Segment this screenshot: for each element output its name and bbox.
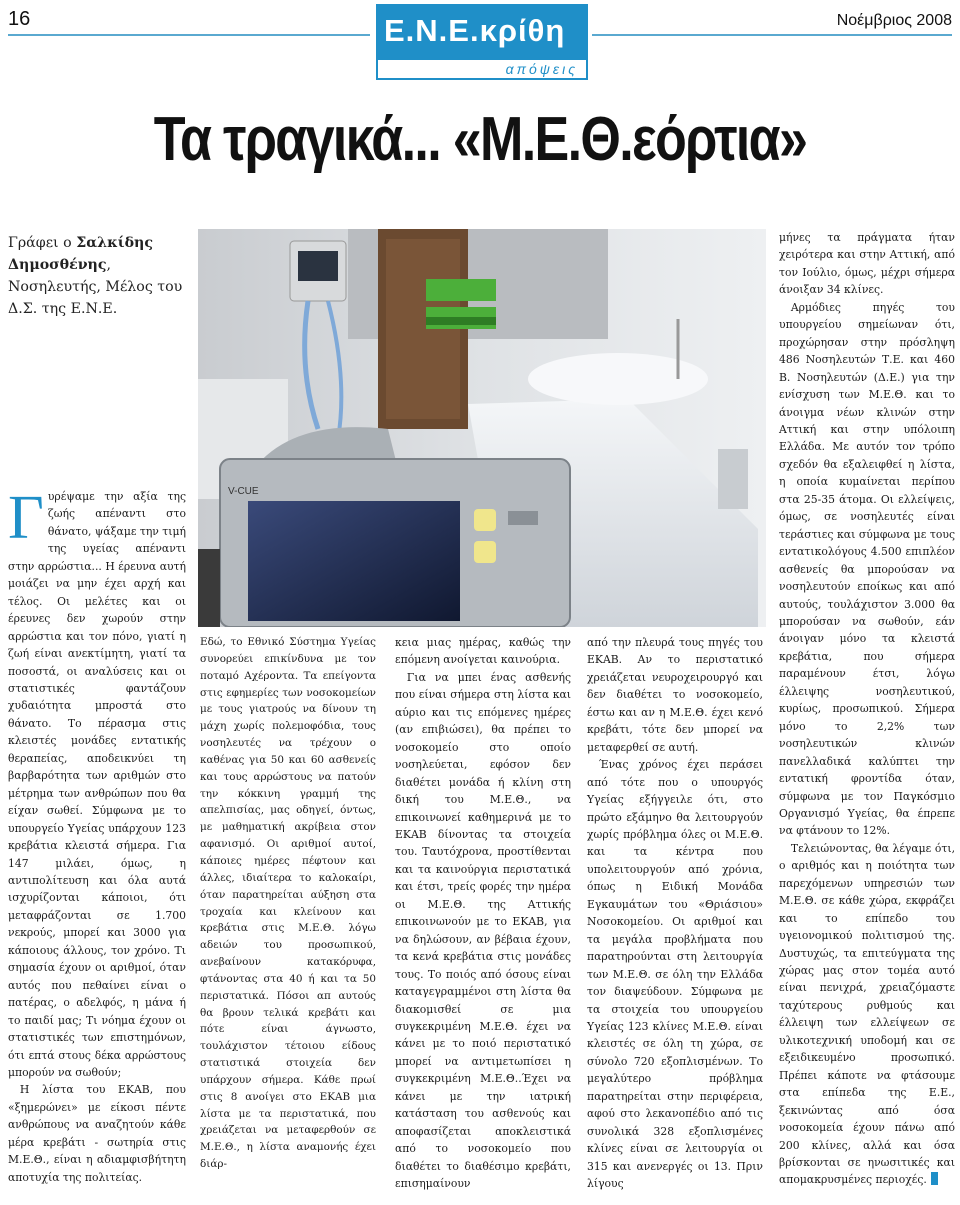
article-column-5 [779,229,955,1189]
article-column-2 [200,634,376,1173]
issue-date: Νοέμβριος 2008 [836,12,952,29]
header-rule-right [592,34,952,36]
end-mark-icon [931,1172,938,1185]
header-rule-left [8,34,370,36]
paragraph: Ένας χρόνος έχει περάσει από τότε που ο υπουργός Υγείας εξήγγειλε ότι, στο πρώτο εξάμηνο θα λειτουργούν χωρίς πρόβλημα όλες οι Μ.Ε.Θ. και τα κέντρα που υπολειτουργούν από χρόνια, όπως η Ειδική Μονάδα Εγκαυμάτων του «Θριάσιου» Νοσοκομείου. Οι αριθμοί και τα μεγάλα προβλήματα που παρατηρούνται στη λειτουργία των Μ.Ε.Θ. σε όλη την Ελλάδα τον διαψεύδουν. Σύμφωνα με τα στοιχεία του υπουργείου Υγείας 123 κλίνες Μ.Ε.Θ. είναι κλειστές σε όλη τη χώρα, σε σύνολο 720 εξοπλισμένων. Το μεγαλύτερο πρόβλημα παρατηρείται στην περιφέρεια, αφού στο λεκανοπέδιο από τις συνολικά 328 εξοπλισμένες κλίνες είναι σε λειτουργία οι 315 και ανενεργές οι 13. Πριν λίγους [587,758,763,1191]
byline-prefix: Γράφει ο [8,235,77,251]
paragraph: Εδώ, το Εθνικό Σύστημα Υγείας συνορεύει επικίνδυνα με τον ποταμό Αχέροντα. Τα επείγοντα στις εφημερίες των νοσοκομείων με τους γιατρούς να δίνουν τη μάχη χωρίς πολεμοφόδια, τους νοσηλευτές να τρέχουν ο καθένας για 50 και 60 ασθενείς και τους αρρώστους να πατούν την κόκκινη γραμμή της απελπισίας, μας οδηγεί, όντως, με μαθηματική ακρίβεια στον αφανισμό. Οι αριθμοί αυτοί, κάποιες ημέρες πέφτουν και άλλες, ιδιαίτερα το καλοκαίρι, όταν παρατηρείται αύξηση στα τροχαία και κλείνουν και κρεβάτια στις Μ.Ε.Θ. λόγω αδειών του προσωπικού, ανεβαίνουν κατακόρυφα, φτάνοντας στα 40 ή και τα 50 περιστατικά. Πόσοι απ αυτούς θα βρουν τελικά κρεβάτι και πότε είναι άγνωστο, τουλάχιστον τέτοιου είδους στατιστικά στοιχεία δεν υπάρχουν σήμερα. Κάθε πρωί στις 8 ανοίγει στο ΕΚΑΒ μια λίστα με τα περιστατικά, που χρειάζεται να μεταφερθούν σε Μ.Ε.Θ., η λίστα αναμονής έχει διάρ- [200,636,376,1171]
paragraph: μήνες τα πράγματα ήταν χειρότερα και στην Αττική, από τον Ιούλιο, όμως, μέχρι σήμερα άνοιξαν 34 κλίνες. [779,231,955,297]
logo-subtitle: απόψεις [376,58,588,80]
logo-title: Ε.Ν.Ε.κρίθη [376,4,588,58]
page-number: 16 [8,8,31,30]
article-column-3 [395,634,571,1193]
paragraph: υρέψαμε την αξία της ζωής απέναντι στο θάνατο, ψάξαμε την τιμή της υγείας απέναντι στην αρρώστια... Η έρευνα αυτή μοιάζει να μην έχει αρχή και τέλος. Οι μελέτες και οι έρευνες δεν χωρούν στην αρρώστια και τον πόνο, γιατί η ζωή είναι ανεκτίμητη, γιατί τα ποσοστά, οι αναλύσεις και οι στατιστικές φαντάζουν χυδαιότητα μπροστά στο θάνατο. Το πέρασμα στις κλειστές μονάδες εντατικής θεραπείας, αποδεικνύει τη βαρβαρότητα των αριθμών στο μέτρημα των ανθρώπων που θα είχαν σωθεί. Σύμφωνα με το υπουργείο Υγείας υπάρχουν 123 κρεβάτια κλειστά σήμερα. Για 147 μιλάει, όμως, η αντιπολίτευση και όλα αυτά ισχυρίζονται κάποιοι, ότι μεταφράζονται σε 1.700 νεκρούς, μπορεί και 3000 για κάποιους άλλους, τον χρόνο. Τι σημασία έχουν οι αριθμοί, όταν αυτός που πεθαίνει είναι ο πατέρας, ο αδελφός, η μάνα ή το παιδί μας; Τι νόημα έχουν οι στατιστικές των επιστημόνων, ότι επτά στους δέκα αρρώστους μπορούν να σωθούν; [8,490,186,1079]
byline-role: , Νοσηλευτής, Μέλος του Δ.Σ. της Ε.Ν.Ε. [8,257,183,317]
paragraph [779,840,955,1189]
article-headline: Τα τραγικά... «Μ.Ε.Θ.εόρτια» [153,105,807,174]
svg-text:V-CUE: V-CUE [228,486,259,497]
paragraph: Η λίστα του ΕΚΑΒ, που «ξημερώνει» με είκοσι πέντε ανθρώπους να αναζητούν κάθε μέρα κρεβάτι - σωτηρία στις Μ.Ε.Θ., είναι η αδιαμφισβήτητη αποτυχία της πολιτείας. [8,1083,186,1184]
paragraph: από την πλευρά τους πηγές του ΕΚΑΒ. Αν το περιστατικό χρειάζεται νευροχειρουργό και δεν διαθέτει το νοσοκομείο, έστω και αν η Μ.Ε.Θ. έχει κενό κρεβάτι, τότε δεν μπορεί να μεταφερθεί σε αυτή. [587,636,763,754]
article-column-4 [587,634,763,1193]
section-logo [376,4,588,80]
paragraph: Για να μπει ένας ασθενής που είναι σήμερα στη λίστα και αύριο και τις επόμενες ημέρες (αν επιβιώσει), θα πρέπει το νοσοκομείο στο οποίο νοσηλεύεται, εφόσον δεν διαθέτει μονάδα ή κλίνη στη δική του Μ.Ε.Θ., να επικοινωνεί καθημερινά με το ΕΚΑΒ δίνοντας τα στοιχεία του. Ταυτόχρονα, προστίθενται και τα καινούργια περιστατικά και έτσι, τρείς φορές την ημέρα οι Μ.Ε.Θ. της Αττικής επικοινωνούν με το ΕΚΑΒ, για να δηλώσουν, αν βέβαια έχουν, τα κενά κρεβάτια στις μονάδες τους. Το ποιός από όσους είναι καταγεγραμμένοι στη λίστα θα διακομισθεί σε μια συγκεκριμένη Μ.Ε.Θ. έχει να κάνει με το ποιό περιστατικό μπορεί να αντιμετωπίσει η συγκεκριμένη Μ.Ε.Θ..Έχει να κάνει με την ιατρική κατάσταση του ασθενούς και αποφασίζεται αποκλειστικά από το νοσοκομείο που διαθέτει το διαθέσιμο κρεβάτι, επισημαίνουν [395,670,571,1191]
paragraph: κεια μιας ημέρας, καθώς την επόμενη ανοίγεται καινούρια. [395,636,571,667]
author-name: Σαλκίδης Δημοσθένης [8,235,153,273]
paragraph-text: Τελειώνοντας, θα λέγαμε ότι, ο αριθμός και η ποιότητα των παρεχόμενων υπηρεσιών των Μ.Ε.Θ. σε κάθε χώρα, εκφράζει και το επίπεδο του υγειονομικού πολιτισμού της. Δυστυχώς, τα επιτεύγματα της χώρας μας στον τομέα αυτό είναι πενιχρά, χρειαζόμαστε ταχύτερους ρυθμούς και έλλειψη των ελλείψεων σε υλικοτεχνική υποδομή και σε εξειδικευμένο προσωπικό. Πρέπει κάποτε να φτάσουμε στα επίπεδα της Ε.Ε., ξεκινώντας από όσα νοσοκομεία έχουν πάνω από 200 κλίνες, αλλά και όσα βρίσκονται σε ηνωσιτικές και απομακρυσμένες περιοχές. [779,841,955,1187]
drop-cap: Γ [8,484,44,552]
article-column-1 [8,484,186,1186]
byline [8,232,186,320]
paragraph: Αρμόδιες πηγές του υπουργείου σημείωναν ότι, προχώρησαν στην πρόσληψη 486 Νοσηλευτών Τ.Ε. και 460 Β. Νοσηλευτών (Δ.Ε.) για την ενίσχυση των Μ.Ε.Θ. και το άνοιγμα νέων κλινών στην Αττική και στην υπόλοιπη Ελλάδα. Με αυτόν τον τρόπο σχεδόν θα εξαλειφθεί η λίστα, η οποία κυμαίνεται περίπου στα 25-35 άτομα. Οι ελλείψεις, όμως, σε νοσηλευτές είναι τεράστιες και σύμφωνα με τους εντατικολόγους 4.500 επιπλέον ασθενείς θα μπορούσαν να νοσηλευτούν εποίκως και από αυτούς, τουλάχιστον 3.000 θα μπορούσαν να σωθούν, εάν άνοιγαν μόνο τα κλειστά κρεβάτια, που σήμερα παραμένουν έτσι, λόγω έλλειψης νοσηλευτικού, κυρίως, προσωπικού. Σήμερα μόνο το 2,2% των νοσηλευτικών κλινών πανελλαδικά καλύπτει την εντατική φροντίδα όταν, σύμφωνα με τον Παγκόσμιο Οργανισμό Υγείας, θα έπρεπε να φτάνουν το 12%. [779,300,955,838]
icu-bed-photo [198,229,766,627]
